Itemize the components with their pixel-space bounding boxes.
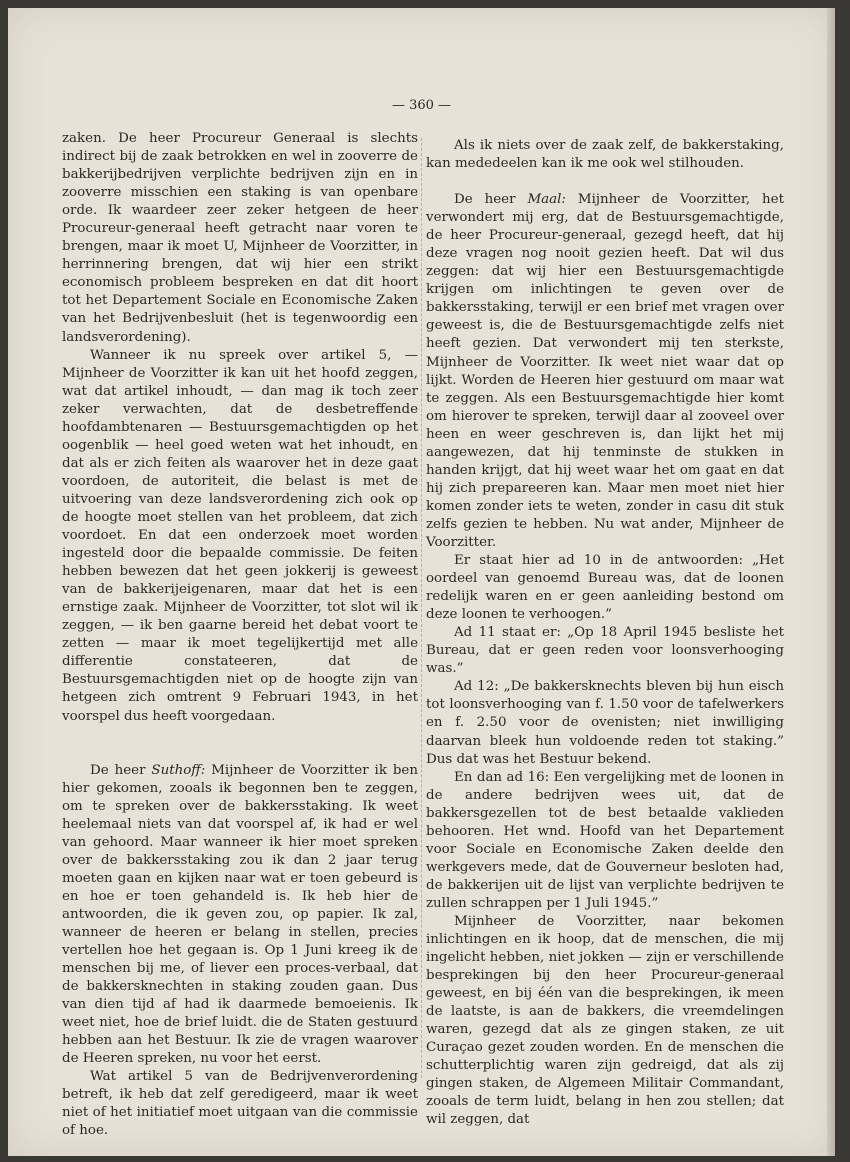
speaker-name: Suthoff: (151, 762, 206, 778)
paragraph-text: Mijnheer de Voorzitter, het verwondert mij erg, dat de Bestuursgemachtigde, de heer Procureur-generaal, gezegd heeft, dat hij deze vragen nog nooit gezien heeft. Dat wil dus zeggen: dat wij hier een Bestuursgemachtigde krijgen om inlichtingen te geven over de bakkersstaking, terwijl er een brief met vragen over geweest is, die de Bestuursgemachtigde zelfs niet heeft gezien. Dat verwondert mij ten sterkste, Mijnheer de Voorzitter. Ik weet niet waar dat op lijkt. Worden de Heeren hier gestuurd om maar wat te zeggen. Als een Bestuursgemachtigde hier komt om hierover te spreken, terwijl daar al zooveel over heen en weer geschreven is, dan lijkt het mij aangewezen, dat hij tenminste de stukken in handen krijgt, dat hij weet waar het om gaat en dat hij zich prepareeren kan. Maar men moet niet hier komen zonder iets te weten, zonder in casu dit stuk zelfs gezien te hebben. Nu wat ander, Mijnheer de Voorzitter. (426, 192, 784, 550)
speaker-prefix: De heer (454, 192, 528, 208)
paragraph: zaken. De heer Procureur Generaal is slechts indirect bij de zaak betrokken en wel in zooverre de bakkerijbedrijven verplichte bedrijven zijn en in zooverre misschien een staking is van openbare orde. Ik waardeer zeer zeker hetgeen de heer Procureur-generaal heeft getracht naar voren te brengen, maar ik moet U, Mijnheer de Voorzitter, in herrinnering brengen, dat wij hier een strikt economisch probleem bespreken en dat dit hoort tot het Departement Sociale en Economische Zaken van het Bedrijvenbesluit (het is tegenwoordig een landsverordening). (62, 131, 418, 345)
page-number: — 360 — (391, 98, 452, 113)
paragraph: En dan ad 16: Een vergelijking met de loonen in de andere bedrijven wees uit, dat de bakkersgezellen tot de best betaalde vaklieden behooren. Het wnd. Hoofd van het Departement voor Sociale en Economische Zaken deelde den werkgevers mede, dat de Gouverneur besloten had, de bakkerijen uit de lijst van verplichte bedrijven te zullen schrappen per 1 Juli 1945.” (426, 769, 784, 911)
paragraph: Ad 11 staat er: „Op 18 April 1945 besliste het Bureau, dat er geen reden voor loonsverhooging was.” (426, 625, 784, 677)
scanned-page (8, 8, 835, 1156)
paragraph: Mijnheer de Voorzitter, naar bekomen inlichtingen en ik hoop, dat de menschen, die mij ingelicht hebben, niet jokken — zijn er verschillende besprekingen bij den heer Procureur-generaal geweest, en bij één van die besprekingen, ik meen de laatste, is aan de bakkers, die vreemdelingen waren, gezegd dat als ze gingen staken, ze uit Curaçao gezet zouden worden. En de menschen die schutterplichtig waren zijn gedreigd, dat als zij gingen staken, de Algemeen Militair Commandant, zooals de term luidt, belang in hen zou stellen; dat wil zeggen, dat (426, 913, 784, 1128)
paragraph (62, 762, 418, 1069)
column-divider (421, 138, 422, 1078)
paragraph: Wanneer ik nu spreek over artikel 5, — Mijnheer de Voorzitter ik kan uit het hoofd zeggen, wat dat artikel inhoudt, — dan mag ik toch zeer zeker verwachten, dat de desbetreffende hoofdambtenaren — Bestuursgemachtigden op het oogenblik — heel goed weten wat het inhoudt, en dat als er zich feiten als waarover het in deze gaat voordoen, de autoriteit, die belast is met de uitvoering van deze landsverordening zich ook op de hoogte moet stellen van het probleem, dat zich voordoet. En dat een onderzoek moet worden ingesteld door die bepaalde commissie. De feiten hebben bewezen dat het geen jokkerij is geweest van de bakkerijeigenaren, maar dat het is een ernstige zaak. Mijnheer de Voorzitter, tot slot wil ik zeggen, — ik ben gaarne bereid het debat voort te zetten — maar ik moet tegelijkertijd met alle differentie constateeren, dat de Bestuursgemachtigden niet op de hoogte zijn van hetgeen zich omtrent 9 Februari 1943, in het voorspel dus heeft voorgedaan. (62, 347, 418, 724)
paragraph (426, 191, 784, 552)
page-edge (827, 8, 835, 1156)
paragraph-gap (62, 726, 418, 762)
paragraph: Wat artikel 5 van de Bedrijvenverordening betreft, ik heb dat zelf geredigeerd, maar ik weet niet of het initiatief moet uitgaan van die commissie of hoe. (62, 1069, 418, 1139)
paragraph: Ad 12: „De bakkersknechts bleven bij hun eisch tot loonsverhooging van f. 1.50 voor de tafelwerkers en f. 2.50 voor de ovenisten; niet inwilliging daarvan bleek hun voldoende reden tot staking.” Dus dat was het Bestuur bekend. (426, 679, 784, 767)
right-column (426, 137, 784, 1130)
paragraph: Als ik niets over de zaak zelf, de bakkerstaking, kan mededeelen kan ik me ook wel stilhouden. (426, 138, 784, 172)
paragraph-text: Mijnheer de Voorzitter ik ben hier gekomen, zooals ik begonnen ben te zeggen, om te spreken over de bakkersstaking. Ik weet heelemaal niets van dat voorspel af, ik had er wel van gehoord. Maar wanneer ik hier moet spreken over de bakkersstaking zou ik dan 2 jaar terug moeten gaan en kijken naar wat er toen gebeurd is en hoe er toen gehandeld is. Ik heb hier de antwoorden, die ik geven zou, op papier. Ik zal, wanneer de heeren er belang in stellen, precies vertellen hoe het gegaan is. Op 1 Juni kreeg ik de menschen bij me, of liever een proces-verbaal, dat de bakkersknechten in staking zouden gaan. Dus van dien tijd af had ik daarmede bemoeienis. Ik weet niet, hoe de brief luidt. die de Staten gestuurd hebben aan het Bestuur. Ik zie de vragen waarover de Heeren spreken, nu voor het eerst. (62, 762, 418, 1067)
speaker-prefix: De heer (90, 762, 152, 778)
paragraph-gap (426, 173, 784, 191)
paragraph: Er staat hier ad 10 in de antwoorden: „Het oordeel van genoemd Bureau was, dat de loonen redelijk waren en er geen aanleiding bestond om deze loonen te verhoogen.” (426, 553, 784, 623)
left-column (62, 130, 418, 1141)
speaker-name: Maal: (527, 192, 566, 208)
